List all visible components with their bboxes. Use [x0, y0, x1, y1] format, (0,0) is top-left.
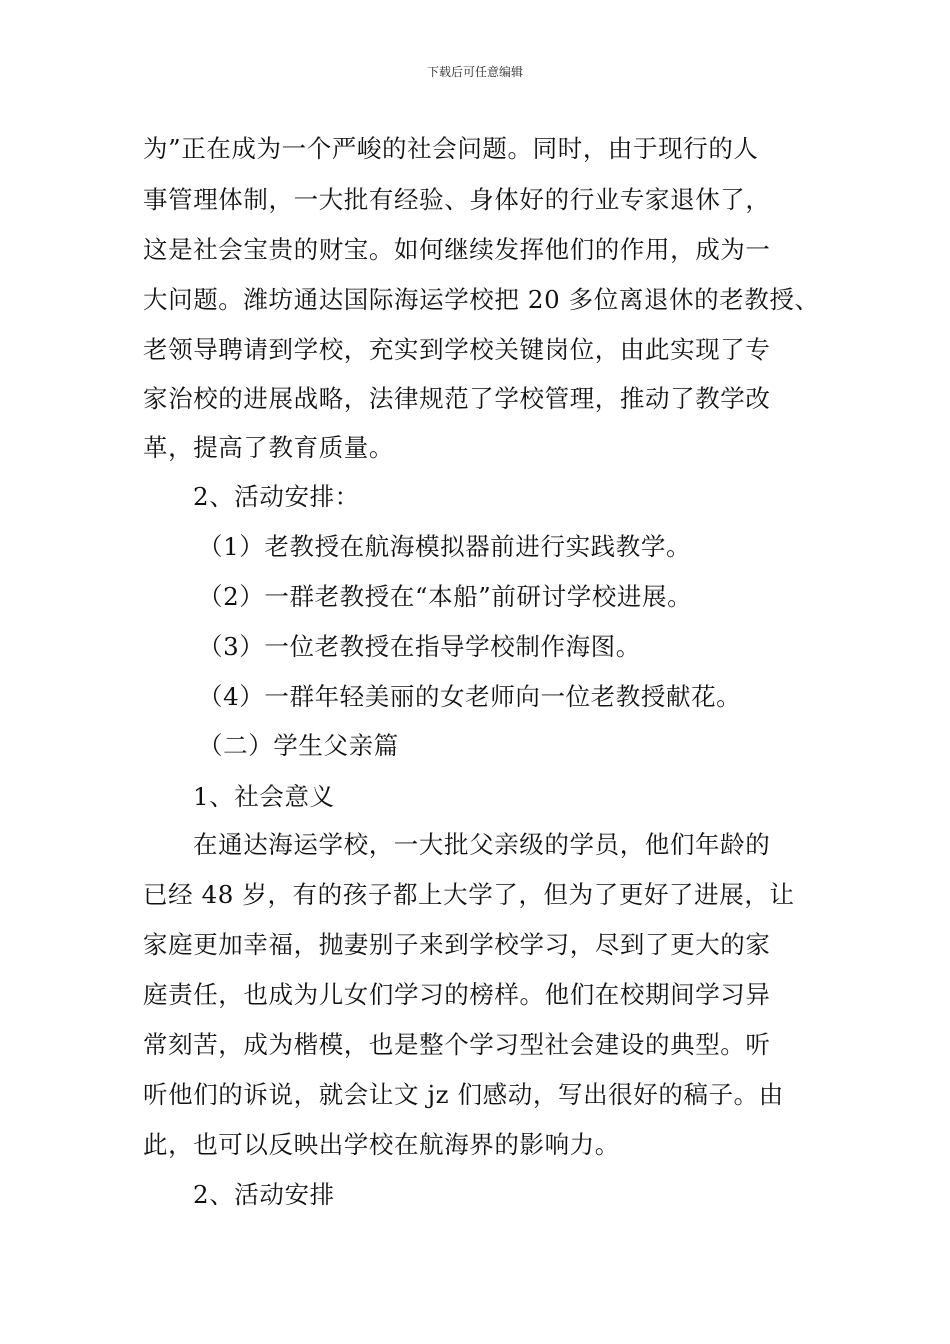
body-line: 在通达海运学校，一大批父亲级的学员，他们年龄的 — [193, 830, 771, 859]
body-line: 大问题。潍坊通达国际海运学校把 20 多位离退休的老教授、 — [143, 285, 820, 314]
section-heading: （二）学生父亲篇 — [198, 731, 399, 760]
list-item: （3）一位老教授在指导学校制作海图。 — [198, 632, 641, 661]
list-item: （1）老教授在航海模拟器前进行实践教学。 — [198, 532, 692, 561]
body-line: 庭责任，也成为儿女们学习的榜样。他们在校期间学习异 — [143, 980, 771, 1009]
list-item: （2）一群老教授在“本船”前研讨学校进展。 — [198, 582, 693, 611]
body-line: 家庭更加幸福，抛妻别子来到学校学习，尽到了更大的家 — [143, 930, 771, 959]
body-line: 常刻苦，成为楷模，也是整个学习型社会建设的典型。听 — [143, 1030, 771, 1059]
body-line: 事管理体制，一大批有经验、身体好的行业专家退休了， — [143, 185, 771, 214]
body-line: 此，也可以反映出学校在航海界的影响力。 — [143, 1130, 620, 1159]
body-line: 为”正在成为一个严峻的社会问题。同时，由于现行的人 — [143, 134, 759, 163]
section-heading: 2、活动安排 — [193, 1180, 335, 1209]
section-heading: 1、社会意义 — [193, 782, 335, 811]
body-line: 听他们的诉说，就会让文 jz 们感动，写出很好的稿子。由 — [143, 1080, 784, 1109]
section-heading: 2、活动安排： — [193, 482, 360, 511]
list-item: （4）一群年轻美丽的女老师向一位老教授献花。 — [198, 682, 742, 711]
page-header: 下载后可任意编辑 — [426, 65, 523, 79]
body-line: 这是社会宝贵的财宝。如何继续发挥他们的作用，成为一 — [143, 235, 771, 264]
body-line: 已经 48 岁，有的孩子都上大学了，但为了更好了进展，让 — [143, 880, 795, 909]
body-line: 革，提高了教育质量。 — [143, 433, 394, 462]
body-line: 家治校的进展战略，法律规范了学校管理，推动了教学改 — [143, 384, 771, 413]
body-line: 老领导聘请到学校，充实到学校关键岗位，由此实现了专 — [143, 335, 771, 364]
